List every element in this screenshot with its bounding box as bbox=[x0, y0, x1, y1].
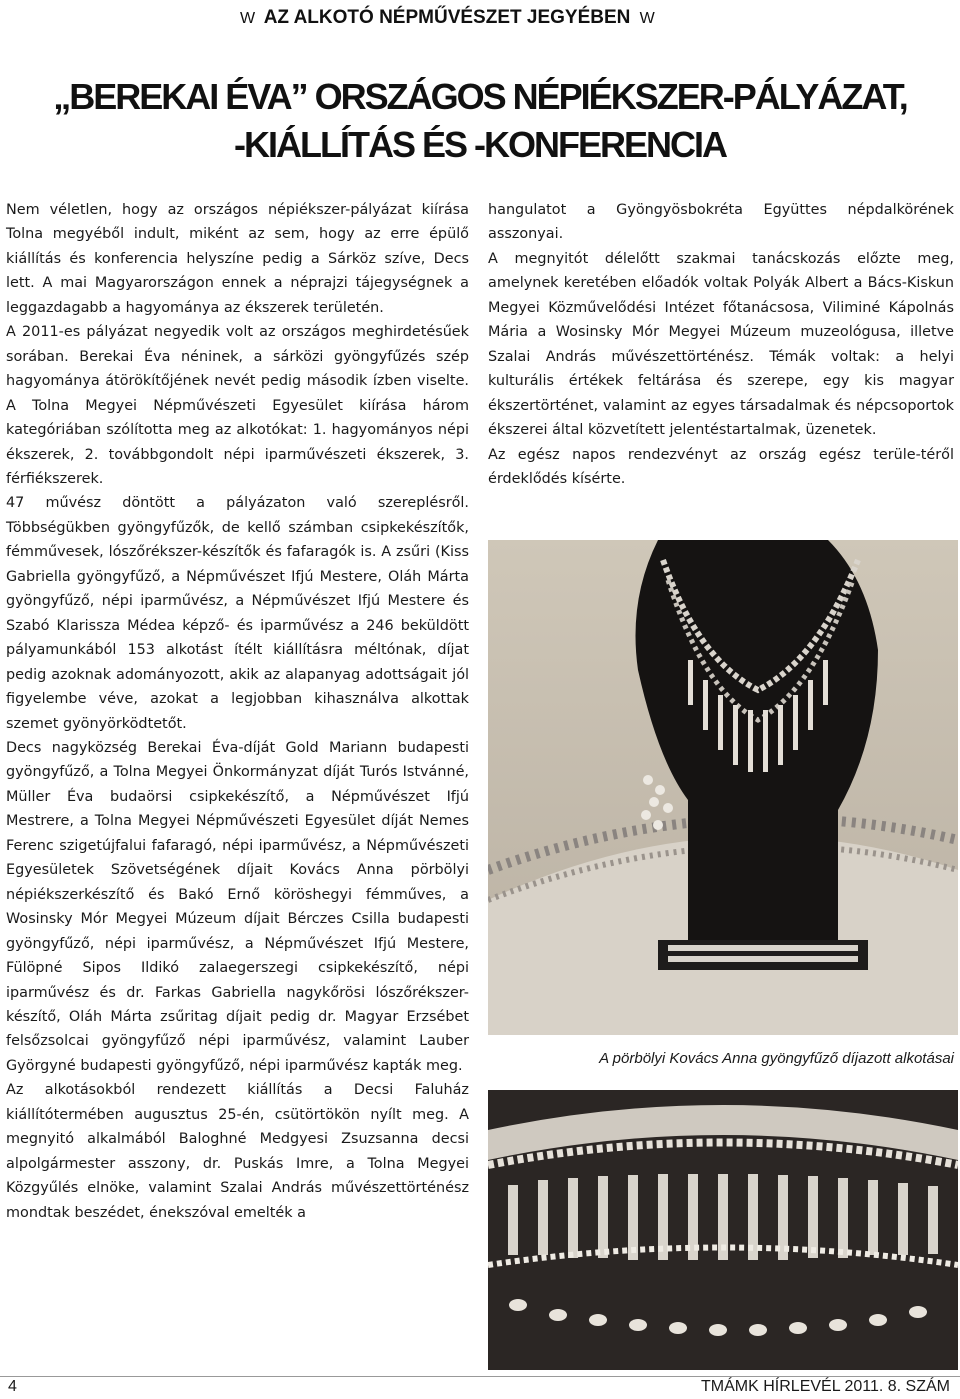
paragraph: hangulatot a Gyöngyösbokréta Együttes népdalkörének asszonyai. bbox=[488, 202, 954, 243]
paragraph: Nem véletlen, hogy az országos népiékszer-pályázat kiírása Tolna megyéből indult, miként az sem, hogy az erre épülő kiállítás és konferencia helyszíne pedig a Sárköz szíve, Decs lett. A mai Magyarországon ennek a néprajzi tájegységnek a leggazdagabb a hagyománya az ékszerek területén. bbox=[6, 202, 469, 316]
article-title-line2: -KIÁLLÍTÁS ÉS -KONFERENCIA bbox=[234, 124, 726, 165]
header-marker-right: W bbox=[639, 10, 655, 27]
collar-photo bbox=[488, 1090, 958, 1370]
paragraph: A 2011-es pályázat negyedik volt az országos meghirdetésűek sorában. Berekai Éva néninek, a sárközi gyöngyfűzés szép hagyománya átörökítőjének nevét pedig második ízben viselte. A Tolna Megyei Népművészeti Egyesület kiírása három kategóriában szólította meg az alkotókat: 1. hagyományos népi ékszerek, 2. továbbgondolt népi iparművészeti ékszerek, 3. férfiékszerek. bbox=[6, 324, 469, 487]
necklace-photo bbox=[488, 540, 958, 1035]
photo-caption: A pörbölyi Kovács Anna gyöngyfűző díjazott alkotásai bbox=[599, 1050, 954, 1067]
article-left-column bbox=[6, 198, 469, 1225]
footer-divider bbox=[0, 1376, 960, 1377]
paragraph: Az egész napos rendezvényt az ország egész terüle-téről érdeklődés kísérte. bbox=[488, 446, 954, 487]
section-header bbox=[236, 7, 659, 29]
article-title-line1: „BEREKAI ÉVA” ORSZÁGOS NÉPIÉKSZER-PÁLYÁZAT, bbox=[53, 76, 907, 117]
header-marker-left: W bbox=[240, 10, 256, 27]
page-number: 4 bbox=[8, 1378, 17, 1395]
paragraph: A megnyitót délelőtt szakmai tanácskozás előzte meg, amelynek keretében előadók voltak Polyák Albert a Bács-Kiskun Megyei Közművelődési Intézet főtanácsosa, Viliminé Kápolnás Mária a Wosinsky Mór Megyei Múzeum muzeológusa, illetve Szalai András művészettörténész. Témák voltak: a helyi kulturális értékek feltárása és szerepe, egy kis magyar ékszertörténet, valamint az egyes társadalmak és népcsoportok ékszerei által közvetített jelentéstartalmak, üzenetek. bbox=[488, 250, 954, 439]
section-title: AZ ALKOTÓ NÉPMŰVÉSZET JEGYÉBEN bbox=[263, 7, 631, 28]
paragraph: Decs nagyközség Berekai Éva-díját Gold Mariann budapesti gyöngyfűző, a Tolna Megyei Önkormányzat díját Turós Istvánné, Müller Éva budaörsi csipkekészítő, a Népművészet Ifjú Mestrere, a Tolna Megyei Népművészeti Egyesület díját Nemes Ferenc szigetújfalui fafaragó, népi iparművész, a Népművészeti Egyesületek Szövetségének díjait Kovács Anna pörbölyi népiékszerkészítő és Bakó Ernő köröshegyi fémműves, a Wosinsky Mór Megyei Múzeum díjait Bérczes Csilla budapesti gyöngyfűző, népi iparművész, a Népművészet Ifjú Mestere, Fülöpné Sipos Ildikó zalaegerszegi csipkekészítő, népi iparművész és dr. Farkas Gabriella nagykőrösi lószőrékszer-készítő, Oláh Márta zsűritag díjait pedig dr. Magyar Erzsébet felsőzsolcai gyöngyfűző népi iparművész, valamint Lauber Györgyné budapesti gyöngyfűző, népi iparművész kapták meg. bbox=[6, 739, 469, 1074]
paragraph: Az alkotásokból rendezett kiállítás a Decsi Faluház kiállítótermében augusztus 25-én, csütörtökön nyílt meg. A megnyitó alkalmából Baloghné Medgyesi Zsuzsanna decsi alpolgármester asszony, dr. Puskás Imre, a Tolna Megyei Közgyűlés elnöke, valamint Szalai András művészettörténész mondtak beszédet, énekszóval emelték a bbox=[6, 1082, 469, 1221]
magazine-name: TMÁMK HÍRLEVÉL 2011. 8. SZÁM bbox=[701, 1378, 950, 1395]
article-right-column bbox=[488, 198, 954, 491]
paragraph: 47 művész döntött a pályázaton való szereplésről. Többségükben gyöngyfűzők, de kellő számban csipkekészítők, fémművesek, lószőrékszer-készítők és fafaragók is. A zsűri (Kiss Gabriella gyöngyfűző, a Népművészet Ifjú Mestere, Oláh Márta gyöngyfűző, népi iparművész, a Népművészet Ifjú Mestere és Szabó Klarissza Médea képző- és iparművész a 246 beküldött pályamunkából 153 alkotást ítélt kiállításra méltónak, díjat pedig azoknak adományozott, akik az alapanyag adottságait jól figyelembe véve, azokat a legjobban kihasználva alkottak szemet gyönyörködtetőt. bbox=[6, 495, 469, 732]
